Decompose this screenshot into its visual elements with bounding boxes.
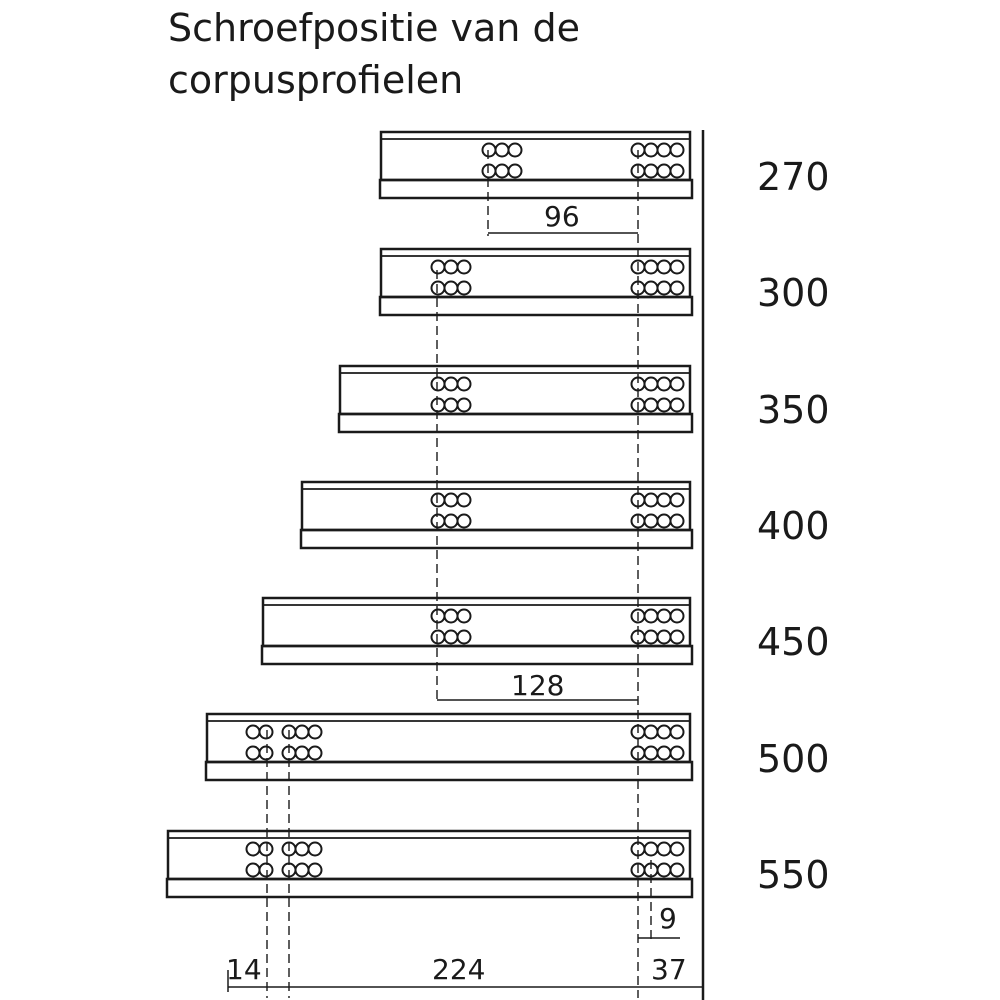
screw-hole xyxy=(671,631,684,644)
profile-flange xyxy=(339,414,692,432)
screw-hole xyxy=(445,282,458,295)
profile-flange xyxy=(167,879,692,897)
screw-hole xyxy=(671,726,684,739)
size-label-270: 270 xyxy=(757,155,830,199)
screw-hole xyxy=(671,282,684,295)
screw-hole xyxy=(458,515,471,528)
profile-350 xyxy=(339,366,692,432)
profile-flange xyxy=(206,762,692,780)
screw-hole xyxy=(445,494,458,507)
screw-hole xyxy=(432,631,445,644)
profile-400 xyxy=(301,482,692,548)
screw-hole xyxy=(247,726,260,739)
screw-hole xyxy=(432,378,445,391)
screw-hole xyxy=(432,515,445,528)
profiles-layer xyxy=(167,132,692,897)
screw-hole xyxy=(247,864,260,877)
screw-hole xyxy=(645,399,658,412)
screw-hole xyxy=(658,610,671,623)
screw-hole xyxy=(658,726,671,739)
profile-450 xyxy=(262,598,692,664)
screw-hole xyxy=(658,631,671,644)
screw-hole xyxy=(671,747,684,760)
dimension-label-14: 14 xyxy=(226,953,262,986)
screw-hole xyxy=(247,843,260,856)
dimension-label-96: 96 xyxy=(544,200,580,233)
screw-hole xyxy=(445,399,458,412)
dimension-label-128: 128 xyxy=(511,669,565,702)
screw-hole xyxy=(445,610,458,623)
screw-hole xyxy=(645,843,658,856)
size-label-550: 550 xyxy=(757,853,830,897)
dimension-label-9: 9 xyxy=(659,902,677,935)
screw-hole xyxy=(645,515,658,528)
screw-hole xyxy=(309,843,322,856)
screw-hole xyxy=(658,399,671,412)
title-line-1: Schroefpositie van de xyxy=(168,6,580,50)
profile-flange xyxy=(262,646,692,664)
screw-hole xyxy=(645,144,658,157)
guides-layer xyxy=(228,150,651,998)
screw-hole xyxy=(247,747,260,760)
screw-hole xyxy=(483,165,496,178)
screw-hole xyxy=(658,378,671,391)
screw-hole xyxy=(458,261,471,274)
screw-hole xyxy=(658,864,671,877)
screw-hole xyxy=(445,261,458,274)
screw-hole xyxy=(671,399,684,412)
screw-hole xyxy=(496,144,509,157)
screw-hole xyxy=(432,494,445,507)
screw-hole xyxy=(509,165,522,178)
size-label-500: 500 xyxy=(757,737,830,781)
screw-hole xyxy=(296,747,309,760)
screw-hole xyxy=(296,843,309,856)
screw-hole xyxy=(445,515,458,528)
title-line-2: corpusprofielen xyxy=(168,58,464,102)
profile-flange xyxy=(380,297,692,315)
screw-hole xyxy=(645,494,658,507)
screw-hole xyxy=(309,726,322,739)
screw-hole xyxy=(645,282,658,295)
screw-hole xyxy=(260,864,273,877)
dimension-label-224: 224 xyxy=(432,953,486,986)
screw-hole xyxy=(658,494,671,507)
profile-flange xyxy=(301,530,692,548)
screw-hole xyxy=(458,399,471,412)
screw-hole xyxy=(309,747,322,760)
screw-hole xyxy=(432,610,445,623)
screw-hole xyxy=(432,282,445,295)
size-label-300: 300 xyxy=(757,271,830,315)
screw-hole xyxy=(645,261,658,274)
screw-hole xyxy=(260,843,273,856)
screw-hole xyxy=(645,378,658,391)
profile-270 xyxy=(380,132,692,198)
screw-hole xyxy=(496,165,509,178)
screw-hole xyxy=(671,261,684,274)
profile-550 xyxy=(167,831,692,897)
screw-hole xyxy=(645,165,658,178)
screw-hole xyxy=(645,631,658,644)
profile-300 xyxy=(380,249,692,315)
screw-hole xyxy=(458,378,471,391)
screw-hole xyxy=(658,261,671,274)
screw-hole xyxy=(658,165,671,178)
screw-hole xyxy=(432,261,445,274)
profile-flange xyxy=(380,180,692,198)
screw-hole xyxy=(671,515,684,528)
screw-hole xyxy=(445,378,458,391)
size-label-350: 350 xyxy=(757,388,830,432)
screw-hole xyxy=(483,144,496,157)
screw-hole xyxy=(458,494,471,507)
screw-hole xyxy=(658,843,671,856)
screw-hole xyxy=(309,864,322,877)
screw-hole xyxy=(671,144,684,157)
screw-hole xyxy=(260,747,273,760)
screw-hole xyxy=(260,726,273,739)
screw-hole xyxy=(645,747,658,760)
screw-hole xyxy=(671,165,684,178)
screw-hole xyxy=(658,144,671,157)
screw-hole xyxy=(458,610,471,623)
screw-hole xyxy=(671,494,684,507)
dimension-label-37: 37 xyxy=(651,953,687,986)
screw-hole xyxy=(432,399,445,412)
screw-hole xyxy=(445,631,458,644)
screw-hole xyxy=(645,610,658,623)
screw-hole xyxy=(458,282,471,295)
screw-hole xyxy=(671,610,684,623)
screw-hole xyxy=(671,843,684,856)
screw-hole xyxy=(658,282,671,295)
screw-hole xyxy=(658,515,671,528)
screw-hole xyxy=(671,864,684,877)
size-label-450: 450 xyxy=(757,620,830,664)
profile-500 xyxy=(206,714,692,780)
screw-hole xyxy=(296,726,309,739)
screw-hole xyxy=(671,378,684,391)
screw-hole xyxy=(658,747,671,760)
screw-hole xyxy=(509,144,522,157)
screw-hole xyxy=(458,631,471,644)
screw-hole xyxy=(296,864,309,877)
screw-hole xyxy=(645,726,658,739)
size-label-400: 400 xyxy=(757,504,830,548)
